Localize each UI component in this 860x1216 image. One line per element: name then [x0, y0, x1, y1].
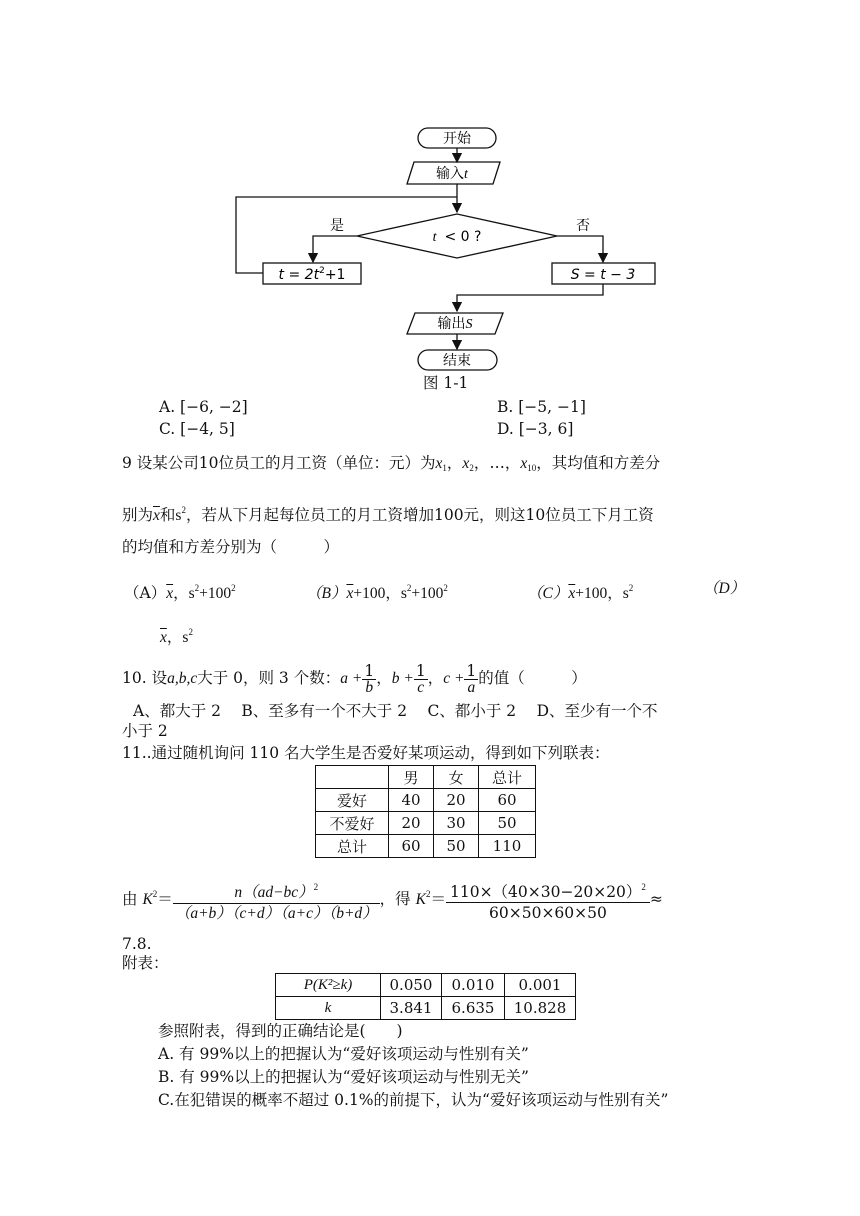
assign-s-label: S = t − 3 — [570, 267, 636, 283]
q10-options: A、都大于 2 B、至多有一个不大于 2 C、都小于 2 D、至少有一个不 — [133, 702, 658, 720]
k2-formula: 由 $K^2=$ $\frac{n(ad-bc)^2}{(a+b)(c+d)(a+c)(b+d)}$ ，得 $K^2=$ $\frac{110\times(40\times 30-20\times 20)^2}{60\times 50\times 60\times 50}$ ≈ — [122, 870, 663, 924]
assign-t-label: $t = 2t^2+1$ — [278, 266, 346, 283]
end-label: 结束 — [443, 353, 471, 369]
output-label: 输出S — [437, 316, 473, 332]
q11-option-a: A. 有 99%以上的把握认为“爱好该项运动与性别有关” — [158, 1045, 529, 1063]
condition-label: t < 0 ? — [432, 229, 482, 245]
no-label: 否 — [576, 218, 590, 234]
q10-options-cont: 小于 2 — [122, 722, 168, 740]
q8-option-a: A. [−6, −2] — [159, 398, 248, 416]
q8-option-c: C. [−4, 5] — [159, 420, 235, 438]
q9-line1: 9 设某公司10位员工的月工资（单位：元）为$x_1$，$x_2$，…，$x_{10}$，其均值和方差分 — [122, 454, 661, 473]
q11-text: 11..通过随机询问 110 名大学生是否爱好某项运动，得到如下列联表： — [122, 744, 610, 762]
q10-line1: 10. 设a,b,c大于 0，则 3 个数：a + $\frac{1}{b}$ ，b + $\frac{1}{c}$ ，c + $\frac{1}{a}$ 的值（ ） — [122, 661, 587, 696]
input-label: 输入t — [436, 166, 468, 182]
yes-label: 是 — [330, 218, 344, 234]
q9-option-d: $\overline{x}$，$s^2$ — [160, 627, 193, 646]
q9-line3: 的均值和方差分别为（ ） — [122, 538, 340, 556]
q8-option-b: B. [−5, −1] — [497, 398, 586, 416]
q11-option-c: C.在犯错误的概率不超过 0.1%的前提下，认为“爱好该项运动与性别有关” — [158, 1091, 669, 1109]
q9-line2: 别为$\overline{x}$和$s^2$，若从下月起每位员工的月工资增加100元，则这10位员工下月工资 — [122, 505, 654, 524]
q8-option-d: D. [−3, 6] — [497, 420, 574, 438]
flowchart — [0, 0, 860, 400]
appendix-label: 附表： — [122, 954, 169, 972]
critical-value-table: P(K²≥k) 0.050 0.010 0.001 k 3.841 6.635 10.828 — [275, 973, 576, 1020]
q9-option-d-label: （D） — [703, 580, 746, 597]
q9-option-c: $(C)\overline{x}+100$，$s^2$ — [527, 583, 634, 602]
q9-option-b: $(B)\overline{x}+100$，$s^2+100^2$ — [306, 583, 448, 602]
q11-ref: 参照附表，得到的正确结论是( ) — [158, 1022, 403, 1040]
figure-caption: 图 1-1 — [423, 374, 469, 392]
start-label: 开始 — [443, 131, 471, 147]
q11-option-b: B. 有 99%以上的把握认为“爱好该项运动与性别无关” — [158, 1068, 529, 1086]
k2-value: 7.8. — [122, 935, 152, 953]
q9-option-a: $(A)\overline{x}$，$s^2+100^2$ — [124, 583, 236, 602]
contingency-table: 男 女 总计 爱好 40 20 60 不爱好 20 30 50 总计 60 50 110 — [315, 765, 536, 858]
